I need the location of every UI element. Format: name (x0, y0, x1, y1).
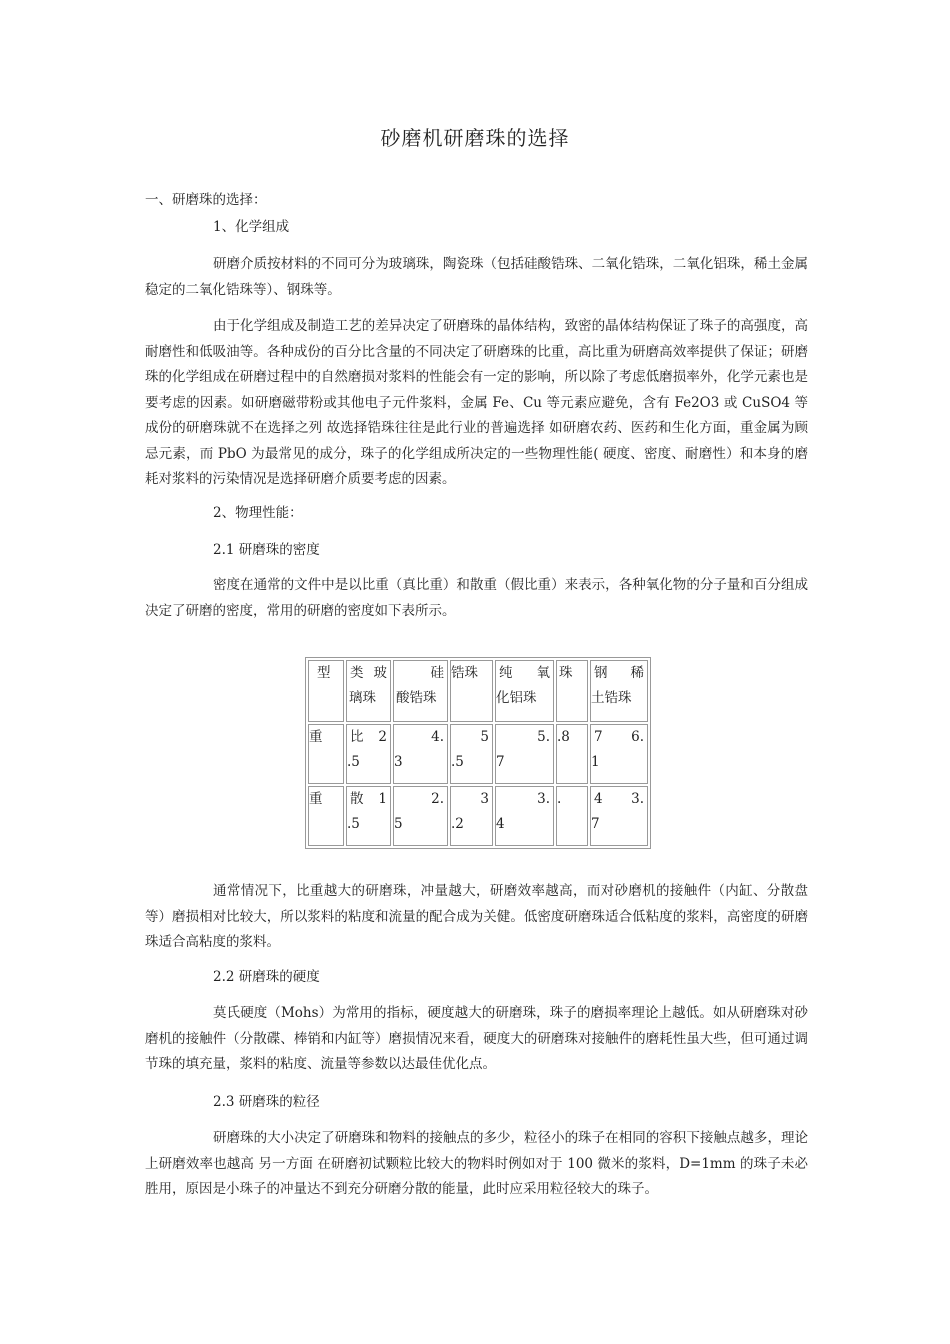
table-cell: 5 .5 (450, 724, 493, 784)
subheading-hardness: 2.2 研磨珠的硬度 (213, 969, 320, 985)
table-cell: 2. 5 (393, 786, 448, 846)
table-row-true-density (308, 724, 648, 784)
table-cell: 纯 氧 化铝珠 (495, 660, 554, 722)
section-heading-1: 一、研磨珠的选择： (145, 192, 267, 208)
table-cell: 比 2 .5 (346, 724, 391, 784)
table-cell: 钢 稀 土锆珠 (590, 660, 648, 722)
table-cell: 3 .2 (450, 786, 493, 846)
table-cell: 类 玻 璃珠 (346, 660, 391, 722)
paragraph-crystal-structure: 由于化学组成及制造工艺的差异决定了研磨珠的晶体结构，致密的晶体结构保证了珠子的高强度，高耐磨性和低吸油等。各种成份的百分比含量的不同决定了研磨珠的比重，高比重为研磨高效率提供了保证；研磨珠的化学组成在研磨过程中的自然磨损对浆料的性能会有一定的影响，所以除了考虑低磨损率外，化学元素也是要考虑的因素。如研磨磁带粉或其他电子元件浆料，金属 Fe、Cu 等元素应避免，含有 Fe2O3 或 CuSO4 等成份的研磨珠就不在选择之列 故选择锆珠往往是此行业的普遍选择 如研磨农药、医药和生化方面，重金属为顾忌元素，而 PbO 为最常见的成分，珠子的化学组成所决定的一些物理性能( 硬度、密度、耐磨性）和本身的磨耗对浆料的污染情况是选择研磨介质要考虑的因素。 (145, 318, 808, 487)
table-row-bulk-density (308, 786, 648, 846)
table-cell: 硅 酸锆珠 (393, 660, 448, 722)
density-table (305, 657, 651, 849)
subheading-physical-properties: 2、物理性能： (213, 505, 303, 521)
table-cell: 锆珠 (450, 660, 493, 722)
paragraph-particle-size: 研磨珠的大小决定了研磨珠和物料的接触点的多少，粒径小的珠子在相同的容积下接触点越多，理论上研磨效率也越高 另一方面 在研磨初试颗粒比较大的物料时例如对于 100 微米的浆料，D=1mm 的珠子未必胜用，原因是小珠子的冲量达不到充分研磨分散的能量，此时应采用粒径较大的珠子。 (145, 1130, 808, 1197)
paragraph-density-intro: 密度在通常的文件中是以比重（真比重）和散重（假比重）来表示，各种氧化物的分子量和百分组成决定了研磨的密度，常用的研磨的密度如下表所示。 (145, 577, 808, 619)
table-cell: 3. 4 (495, 786, 554, 846)
table-cell: . (556, 786, 588, 846)
table-cell: 5. 7 (495, 724, 554, 784)
table-cell: 4 3. 7 (590, 786, 648, 846)
table-cell: 重 (308, 786, 344, 846)
paragraph-hardness: 莫氏硬度（Mohs）为常用的指标，硬度越大的研磨珠，珠子的磨损率理论上越低。如从研磨珠对砂磨机的接触件（分散碟、棒销和内缸等）磨损情况来看，硬度大的研磨珠对接触件的磨耗性虽大些，但可通过调节珠的填充量，浆料的粘度、流量等参数以达最佳优化点。 (145, 1005, 808, 1072)
subheading-chemical-composition: 1、化学组成 (213, 219, 290, 235)
subheading-particle-size: 2.3 研磨珠的粒径 (213, 1094, 320, 1110)
paragraph-density-effects: 通常情况下，比重越大的研磨珠，冲量越大，研磨效率越高，而对砂磨机的接触件（内缸、分散盘等）磨损相对比较大，所以浆料的粘度和流量的配合成为关健。低密度研磨珠适合低粘度的浆料，高密度的研磨珠适合高粘度的浆料。 (145, 883, 808, 950)
table-cell: 珠 (556, 660, 588, 722)
subheading-density: 2.1 研磨珠的密度 (213, 542, 320, 558)
table-cell: 型 (308, 660, 344, 722)
table-cell: 散 1 .5 (346, 786, 391, 846)
table-cell: 4. 3 (393, 724, 448, 784)
table-header-row (308, 660, 648, 722)
paragraph-media-types: 研磨介质按材料的不同可分为玻璃珠，陶瓷珠（包括硅酸锆珠、二氧化锆珠，二氧化铝珠，稀土金属稳定的二氧化锆珠等）、钢珠等。 (145, 256, 808, 298)
table-cell: 重 (308, 724, 344, 784)
page-title: 砂磨机研磨珠的选择 (380, 126, 570, 150)
table-cell: 7 6. 1 (590, 724, 648, 784)
table-cell: .8 (556, 724, 588, 784)
